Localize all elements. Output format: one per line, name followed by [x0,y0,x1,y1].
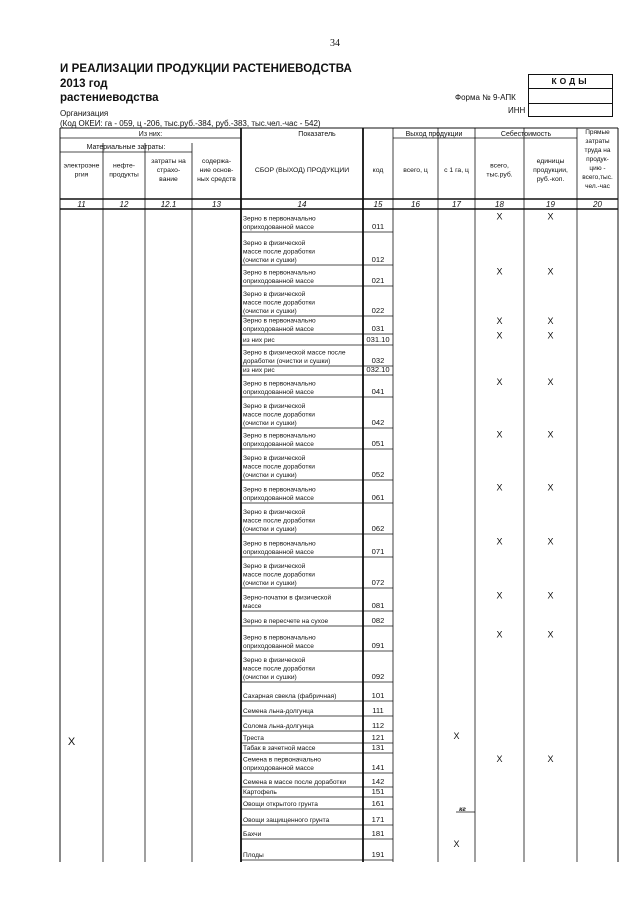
row-code: 082 [371,616,385,625]
okei-note: (Код ОКЕИ: га - 059, ц -206, тыс.руб.-384, руб.-383, тыс.чел.-час - 542) [60,119,321,128]
column-header-text: затраты на [151,158,186,165]
row-code: 031 [371,324,385,333]
row-label: Зерно в первоначально [243,432,316,440]
not-applicable-mark: X [547,536,554,547]
row-label: оприходованной массе [243,224,314,231]
column-header-text: код [372,167,384,174]
row-label: Зерно в физической [243,455,306,462]
column-header-text: ных средств [197,176,236,183]
row-label: Зерно в физической [243,291,306,298]
row-label: Картофель [243,789,277,796]
row-code: 181 [371,829,385,838]
row-label: Зерно-початки в физической [243,594,332,602]
row-code: 151 [371,787,385,796]
row-label: массе после доработки [243,299,315,307]
row-label: доработки (очистки и сушки) [243,358,331,365]
direct-labor-header-text: Прямые [585,129,610,136]
organization-label: Организация [60,109,109,118]
column-number: 12 [119,200,129,209]
row-label: из них рис [243,337,275,344]
row-code: 051 [371,439,385,448]
row-label: Овощи защищенного грунта [243,817,330,824]
row-label: Зерно в первоначально [243,317,316,325]
column-header-text: всего, ц [403,167,428,174]
row-code: 061 [371,493,385,502]
row-code: 041 [371,387,385,396]
row-label: оприходованной массе [243,549,314,556]
direct-labor-header-text: цию - [589,165,606,172]
row-label: массе после доработки [243,248,315,256]
page-title: И РЕАЛИЗАЦИИ ПРОДУКЦИИ РАСТЕНИЕВОДСТВА [60,63,352,75]
row-label: Зерно в физической [243,657,306,664]
row-code: 071 [371,547,385,556]
row-label: Зерно в первоначально [243,269,316,277]
not-applicable-mark: X [496,590,503,601]
not-applicable-mark: X [547,211,554,222]
row-label: (очистки и сушки) [243,674,297,681]
row-label: Треста [243,735,264,742]
row-label: оприходованной массе [243,495,314,502]
row-code: 092 [371,672,385,681]
not-applicable-mark: X [496,754,503,764]
column-number: 17 [452,200,461,209]
column-number: 12.1 [160,200,177,209]
direct-labor-header-text: всего,тыс. [582,174,613,181]
row-code: 032.10 [366,365,390,374]
form-label: Форма № 9-АПК [455,93,516,102]
codes-header: КОДЫ [528,74,613,89]
column-number: 13 [212,200,221,209]
not-applicable-mark: X [496,330,503,341]
row-code: 112 [371,721,385,730]
row-label: Зерно в первоначально [243,486,316,494]
row-code: 031.10 [366,335,390,344]
row-code: 121 [371,733,385,742]
column-number: 15 [373,200,383,209]
row-label: оприходованной массе [243,765,314,772]
row-label: оприходованной массе [243,643,314,650]
row-code: 011 [371,222,385,231]
not-applicable-mark: X [453,839,460,849]
row-label: Бахчи [243,831,262,838]
row-code: 171 [371,815,385,824]
not-applicable-mark: X [547,266,554,277]
column-number: 20 [593,200,602,209]
row-label: из них рис [243,367,275,374]
row-label: (очистки и сушки) [243,420,297,427]
column-header-text: всего, [490,162,509,170]
row-code: 012 [371,255,385,264]
row-label: Зерно в первоначально [243,380,316,388]
group-header-indicator: Показатель [298,131,336,138]
not-applicable-mark: X [67,736,76,748]
unit-label: кг [459,806,466,813]
row-label: (очистки и сушки) [243,308,297,315]
row-code: 161 [371,799,385,808]
column-number: 19 [546,200,555,209]
row-label: оприходованной массе [243,326,314,333]
column-header-text: электроэне [63,162,100,170]
row-label: Зерно в первоначально [243,634,316,642]
not-applicable-mark: X [547,377,554,387]
row-label: массе [243,603,262,610]
row-label: Семена в массе после доработки [243,779,347,786]
row-label: Зерно в физической массе после [243,349,346,357]
row-code: 101 [371,691,385,700]
column-header-text: СБОР (ВЫХОД) ПРОДУКЦИИ [254,167,350,174]
row-label: (очистки и сушки) [243,472,297,479]
column-header-text: страхо- [156,167,181,174]
not-applicable-mark: X [496,211,503,222]
not-applicable-mark: X [496,266,503,277]
not-applicable-mark: X [496,316,503,326]
inn-label: ИНН [508,106,526,115]
not-applicable-mark: X [496,429,503,440]
row-code: 032 [371,356,385,365]
not-applicable-mark: X [547,629,554,640]
not-applicable-mark: X [453,731,460,741]
row-code: 062 [371,524,385,533]
row-code: 191 [371,850,385,859]
row-label: (очистки и сушки) [243,257,297,264]
row-label: оприходованной массе [243,389,314,396]
column-header-text: ние основ- [199,167,234,174]
row-label: Сахарная свекла (фабричная) [243,693,337,700]
row-label: Зерно в первоначально [243,540,316,548]
page-number: 34 [330,38,340,49]
row-label: Плоды [243,852,264,859]
row-label: массе после доработки [243,517,315,525]
column-header-text: тыс.руб. [486,171,513,179]
row-code: 142 [371,777,385,786]
title-continuation: растениеводства [60,92,159,104]
group-header-material-costs: Материальные затраты: [86,144,166,151]
column-header-text: ргия [74,171,89,179]
row-label: Солома льна-долгунца [243,723,314,730]
row-code: 042 [371,418,385,427]
not-applicable-mark: X [496,629,503,640]
direct-labor-header-text: труда на [584,147,611,154]
row-code: 052 [371,470,385,479]
row-label: Семена в первоначально [243,756,321,764]
row-label: Зерно в физической [243,509,306,516]
not-applicable-mark: X [547,482,554,493]
row-label: Зерно в физической [243,240,306,247]
direct-labor-header-text: затраты [585,138,610,145]
row-code: 091 [371,641,385,650]
row-code: 022 [371,306,385,315]
not-applicable-mark: X [547,590,554,601]
row-label: оприходованной массе [243,441,314,448]
direct-labor-header-text: продук- [586,156,609,163]
row-label: Овощи открытого грунта [243,801,318,808]
column-header-text: вание [159,176,178,183]
column-header-text: руб.-коп. [536,176,565,183]
row-code: 021 [371,276,385,285]
not-applicable-mark: X [547,330,554,341]
column-number: 16 [411,200,420,209]
column-number: 18 [495,200,504,209]
column-header-text: продукты [109,171,139,179]
row-label: Зерно в пересчете на сухое [243,618,329,625]
group-header-cost: Себестоимость [500,131,552,138]
row-label: массе после доработки [243,411,315,419]
group-header-of-them: Из них: [138,131,163,138]
column-number: 14 [297,200,307,209]
column-number: 11 [77,200,86,209]
row-code: 111 [372,706,384,715]
row-code: 141 [371,763,385,772]
not-applicable-mark: X [496,377,503,387]
row-label: (очистки и сушки) [243,526,297,533]
row-code: 072 [371,578,385,587]
row-code: 131 [371,743,385,752]
not-applicable-mark: X [547,429,554,440]
column-header-text: нефте- [112,162,136,170]
not-applicable-mark: X [496,536,503,547]
row-label: массе после доработки [243,571,315,579]
row-label: Семена льна-долгунца [243,708,314,715]
row-label: массе после доработки [243,665,315,673]
row-label: оприходованной массе [243,278,314,285]
row-label: Зерно в первоначально [243,215,316,223]
column-header-text: содержа- [201,158,232,165]
column-header-text: с 1 га, ц [444,167,469,174]
row-label: Табак в зачетной массе [243,745,316,752]
report-year: 2013 год [60,78,108,90]
row-label: Зерно в физической [243,403,306,410]
column-header-text: продукции, [533,167,568,174]
row-label: Зерно в физической [243,563,306,570]
direct-labor-header-text: чел.-час [585,183,610,190]
row-label: массе после доработки [243,463,315,471]
not-applicable-mark: X [496,482,503,493]
row-label: (очистки и сушки) [243,580,297,587]
row-code: 081 [371,601,385,610]
column-header-text: единицы [536,158,565,165]
not-applicable-mark: X [547,316,554,326]
group-header-output: Выход продукции [405,131,463,138]
not-applicable-mark: X [547,754,554,764]
